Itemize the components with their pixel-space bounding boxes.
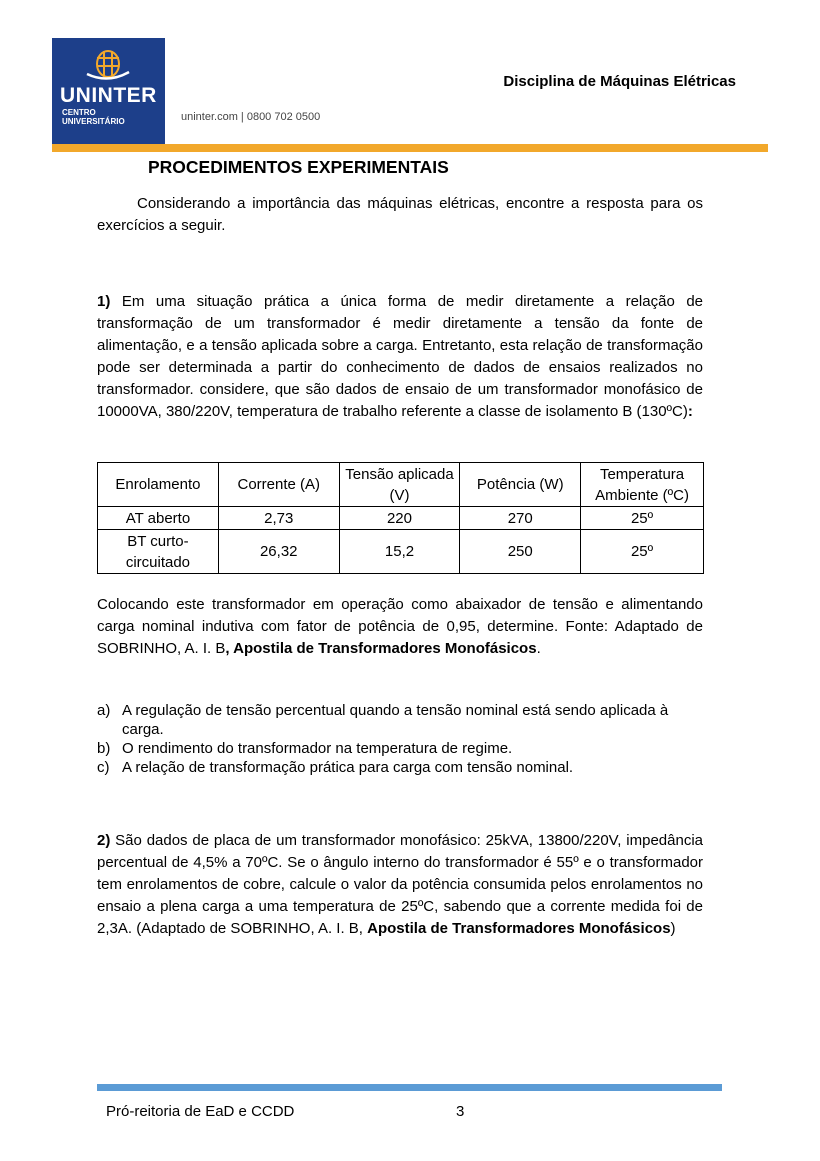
table-header-cell: Tensão aplicada (V) [339,463,460,507]
footer-text: Pró-reitoria de EaD e CCDD [106,1103,295,1120]
table-row [98,507,704,530]
table-header-row [98,463,704,507]
table-row [98,530,704,574]
contact-info: uninter.com | 0800 702 0500 [181,111,321,123]
table-cell: 26,32 [218,530,339,574]
list-item: a) A regulação de tensão percentual quando a tensão nominal está sendo aplicada à carga. [97,702,669,738]
table-cell: 2,73 [218,507,339,530]
question-1-text: 1) Em uma situação prática a única forma de medir diretamente a relação de transformação de um transformador é medir diretamente a tensão da fonte de alimentação, e a tensão aplicada sobre a carga. Entretanto, esta relação de transformação pode ser determinada a partir do conhecimento de dados de ensaios realizados no transformador. considere, que são dados de ensaio de um transformador monofásico de 10000VA, 380/220V, temperatura de trabalho referente a classe de isolamento B (130ºC): [97,293,703,420]
table-cell: 25º [581,507,704,530]
table-cell: 15,2 [339,530,460,574]
logo-wordmark: UNINTER [60,84,157,107]
section-title: PROCEDIMENTOS EXPERIMENTAIS [148,157,449,177]
table-cell: BT curto-circuitado [98,530,219,574]
table-header-cell: Enrolamento [98,463,219,507]
header-divider [52,144,768,152]
globe-logo-icon [83,44,133,84]
question-1-options [97,701,703,777]
list-item: c) A relação de transformação prática para carga com tensão nominal. [97,759,574,776]
question-1-continuation: Colocando este transformador em operação como abaixador de tensão e alimentando carga nominal indutiva com fator de potência de 0,95, determine. Fonte: Adaptado de SOBRINHO, A. I. B, Apostila de Transformadores Monofásicos. [97,596,703,657]
question-2-text: 2) São dados de placa de um transformador monofásico: 25kVA, 13800/220V, impedância percentual de 4,5% a 70ºC. Se o ângulo interno do transformador é 55º e o transformador tem enrolamentos de cobre, calcule o valor da potência consumida pelos enrolamentos no ensaio a plena carga a uma temperatura de 25ºC, sabendo que a corrente medida foi de 2,3A. (Adaptado de SOBRINHO, A. I. B, Apostila de Transformadores Monofásicos) [97,832,703,937]
question-2-number: 2) [97,832,111,849]
table-cell: 270 [460,507,581,530]
table-header-cell: Potência (W) [460,463,581,507]
question-1-number: 1) [97,293,111,310]
table-header-cell: Temperatura Ambiente (ºC) [581,463,704,507]
intro-paragraph: Considerando a importância das máquinas elétricas, encontre a resposta para os exercícios a seguir. [97,195,703,234]
table-cell: 220 [339,507,460,530]
list-item: b) O rendimento do transformador na temperatura de regime. [97,740,513,757]
logo-subtitle: CENTRO UNIVERSITÁRIO [62,108,125,126]
page-number: 3 [456,1103,465,1120]
test-data-table [97,462,704,574]
table-header-cell: Corrente (A) [218,463,339,507]
table-cell: AT aberto [98,507,219,530]
uninter-logo [52,38,165,144]
table-cell: 250 [460,530,581,574]
footer-divider [97,1084,722,1091]
course-title: Disciplina de Máquinas Elétricas [503,73,736,90]
table-cell: 25º [581,530,704,574]
